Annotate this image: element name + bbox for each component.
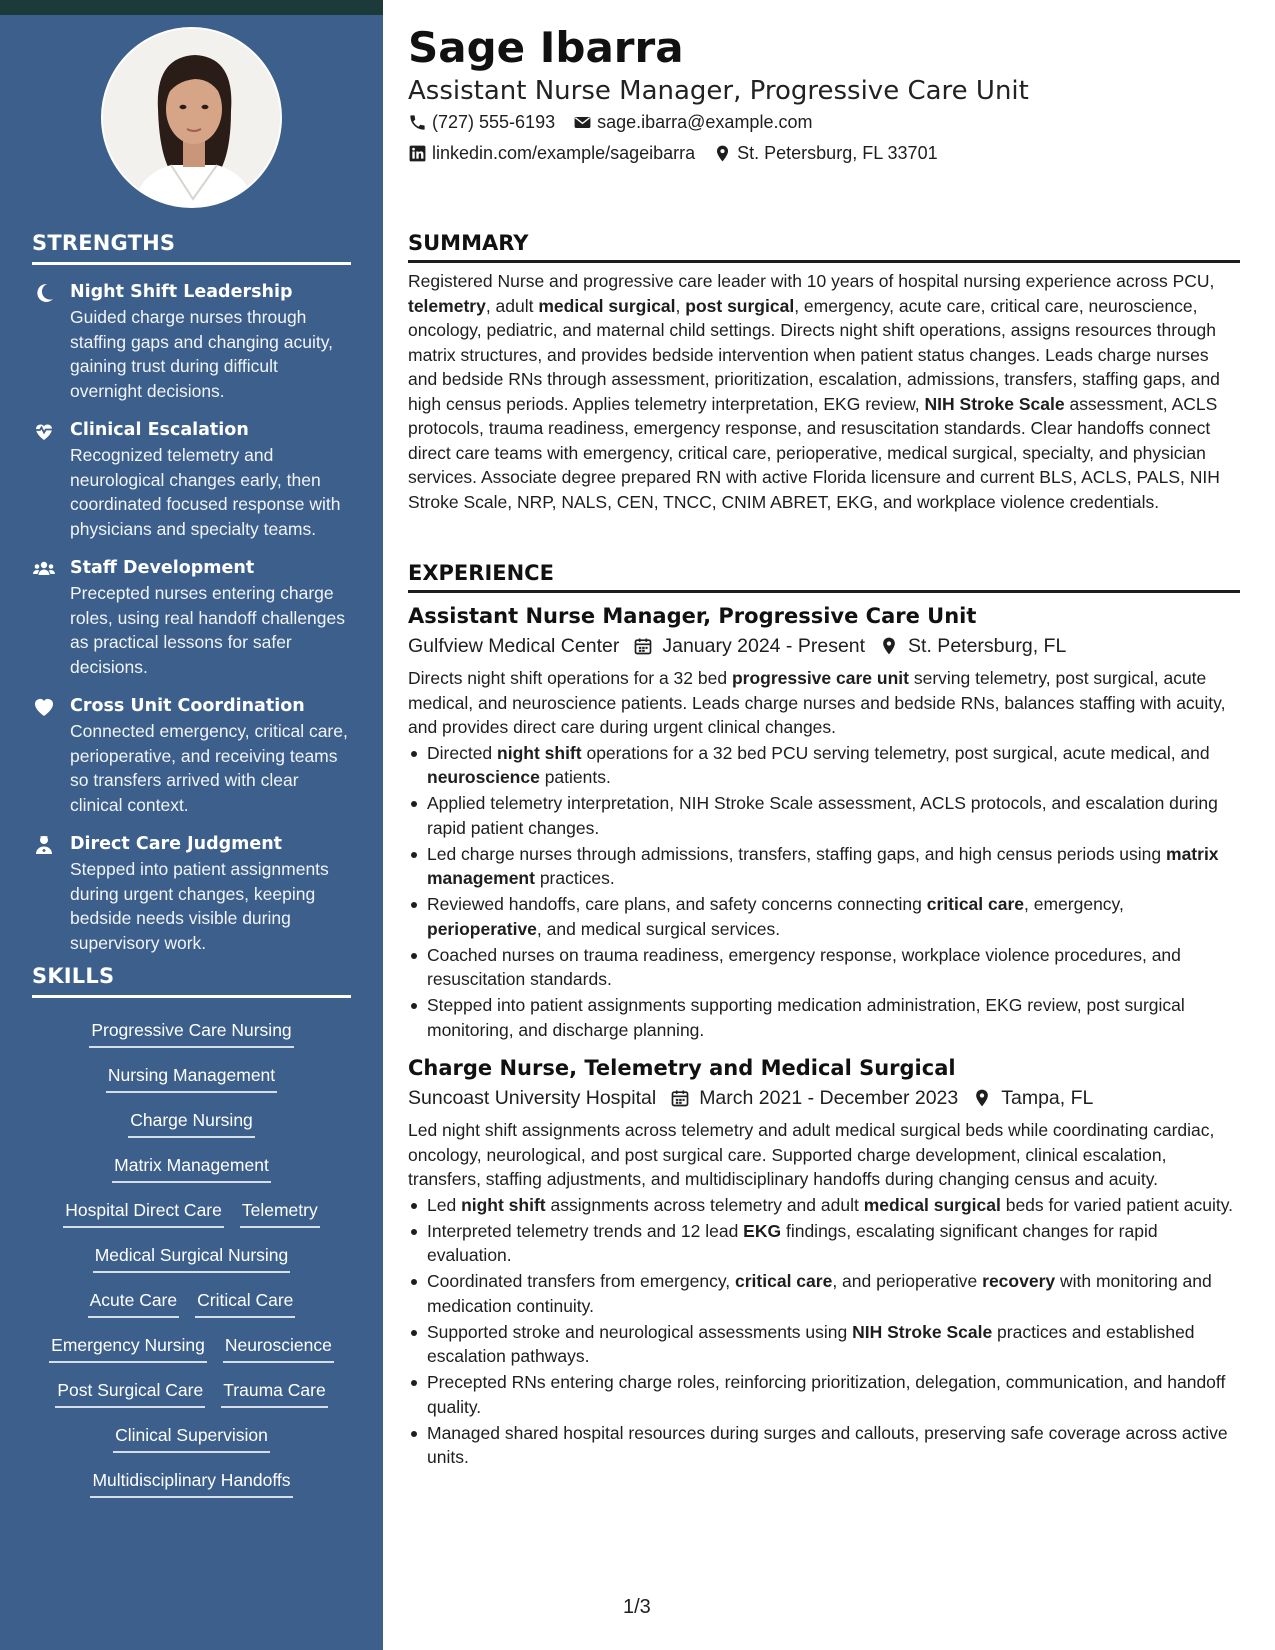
contact-row-2 [408, 143, 956, 164]
job-bullet [408, 1269, 1240, 1318]
job-entry [408, 602, 1240, 1042]
skills-list [32, 1010, 351, 1505]
text-run: practices. [534, 868, 615, 888]
job-title: Charge Nurse, Telemetry and Medical Surgical [408, 1056, 956, 1080]
strength-title: Direct Care Judgment [70, 834, 283, 854]
text-run: , adult [485, 295, 539, 316]
linkedin-item[interactable] [408, 143, 695, 164]
text-run: , emergency, acute care, critical care, neuroscience, oncology, pediatric, and maternal child settings. Directs night shift operations, assigns resources through matrix structures, and provides bedside intervention when patient status changes. Leads charge nurses and bedside RNs through assessment, prioritization, escalation, admissions, transfers, staffing gaps, and high census periods. Applies telemetry interpretation, EKG review, [408, 295, 1220, 414]
text-run: assessment, ACLS protocols, trauma readiness, emergency response, and resuscitation standards. Clear handoffs connect direct care teams with emergency, critical care, perioperative, medical surgical, specialty, and physician services. Associate degree prepared RN with active Florida licensure and current BLS, ACLS, PALS, NIH Stroke Scale, NRP, NALS, CEN, TNCC, CNIM ABRET, EKG, and workplace violence credentials. [408, 393, 1220, 512]
job-dates [633, 632, 865, 660]
job-location-text: St. Petersburg, FL [908, 635, 1067, 657]
bold-keyword: NIH Stroke Scale [924, 393, 1065, 414]
text-run: Coached nurses on trauma readiness, emergency response, workplace violence procedures, and resuscitation standards. [427, 944, 1181, 989]
job-bullet [408, 1193, 1240, 1218]
text-run: beds for varied patient acuity. [1000, 1194, 1234, 1215]
bold-keyword: medical surgical [538, 295, 676, 316]
phone-number: (727) 555-6193 [432, 112, 556, 132]
skills-row [32, 1415, 351, 1460]
skills-row [32, 1280, 351, 1325]
job-summary [408, 1118, 1240, 1192]
summary-section [408, 231, 1240, 514]
heart-pulse-icon [32, 419, 56, 443]
linkedin-icon [408, 144, 427, 163]
job-meta [408, 632, 1240, 660]
strength-title: Staff Development [70, 558, 255, 578]
job-entry [408, 1054, 1240, 1470]
skills-row [32, 1325, 351, 1370]
text-run: Coordinated transfers from emergency, [427, 1271, 736, 1291]
job-bullet [408, 741, 1240, 790]
strength-title: Cross Unit Coordination [70, 696, 305, 716]
bold-keyword: NIH Stroke Scale [852, 1321, 993, 1342]
job-location [879, 632, 1066, 660]
moon-icon [32, 281, 56, 305]
text-run: Reviewed handoffs, care plans, and safety concerns connecting [427, 894, 927, 914]
linkedin-url[interactable]: linkedin.com/example/sageibarra [432, 143, 696, 163]
bold-keyword: night shift [461, 1194, 546, 1215]
summary-text [408, 269, 1240, 514]
job-title: Assistant Nurse Manager, Progressive Care Unit [408, 604, 977, 628]
text-run: Led night shift assignments across telemetry and adult medical surgical beds while coordinating cardiac, oncology, neurological, and post surgical care. Supported charge development, clinical escalation, transfers, staffing adjustments, and multidisciplinary handoffs during changing census and acuity. [408, 1120, 1215, 1189]
contact-row-1 [408, 112, 830, 133]
strength-title: Clinical Escalation [70, 420, 249, 440]
job-dates-text: March 2021 - December 2023 [699, 1087, 959, 1109]
email-address[interactable]: sage.ibarra@example.com [597, 112, 813, 132]
strengths-section [32, 231, 351, 955]
text-run: , emergency, [1024, 894, 1124, 914]
bold-keyword: neuroscience [427, 767, 540, 787]
text-run: patients. [539, 767, 611, 787]
job-meta [408, 1084, 1240, 1112]
page-number: 1/3 [623, 1596, 651, 1618]
skill-tag: Telemetry [240, 1195, 320, 1228]
skill-tag: Clinical Supervision [113, 1420, 270, 1453]
bold-keyword: post surgical [685, 295, 795, 316]
skills-heading: SKILLS [32, 964, 351, 998]
skill-tag: Trauma Care [221, 1375, 327, 1408]
skills-row [32, 1190, 351, 1235]
bold-keyword: critical care [735, 1271, 833, 1291]
calendar-icon [633, 636, 653, 656]
text-run: Registered Nurse and progressive care leader with 10 years of hospital nursing experience across PCU, [408, 271, 1215, 291]
text-run: , and medical surgical services. [536, 918, 781, 939]
main-top-bar [383, 0, 1275, 15]
strength-description: Stepped into patient assignments during urgent changes, keeping bedside needs visible during supervisory work. [70, 859, 329, 953]
strengths-list [32, 280, 351, 955]
text-run: , and perioperative [832, 1271, 983, 1291]
text-run: , [675, 295, 686, 316]
bold-keyword: progressive care unit [731, 668, 909, 688]
map-pin-icon [879, 636, 899, 656]
heart-icon [32, 695, 56, 719]
skill-tag: Critical Care [195, 1285, 295, 1318]
job-bullet [408, 842, 1240, 891]
skill-tag: Neuroscience [223, 1330, 334, 1363]
job-bullets [408, 1193, 1240, 1470]
bold-keyword: telemetry [408, 295, 486, 316]
sidebar-top-bar [0, 0, 383, 15]
text-run: Managed shared hospital resources during surges and callouts, preserving safe coverage across active units. [427, 1422, 1228, 1467]
text-run: Directed [427, 742, 498, 763]
nurse-icon [32, 833, 56, 857]
summary-heading: SUMMARY [408, 231, 1240, 263]
skill-tag: Acute Care [88, 1285, 180, 1318]
candidate-name: Sage Ibarra [408, 23, 684, 72]
bold-keyword: critical care [926, 894, 1025, 914]
phone-icon [408, 113, 427, 132]
strength-item [32, 556, 351, 679]
skills-row [32, 1235, 351, 1280]
job-bullet [408, 1370, 1240, 1419]
skill-tag: Matrix Management [112, 1150, 271, 1183]
text-run: Directs night shift operations for a 32 bed [408, 668, 732, 688]
job-summary [408, 666, 1240, 740]
skills-row [32, 1145, 351, 1190]
envelope-icon [573, 113, 592, 132]
skill-tag: Nursing Management [106, 1060, 277, 1093]
text-run: operations for a 32 bed PCU serving telemetry, post surgical, acute medical, and [581, 742, 1210, 763]
job-bullet [408, 791, 1240, 840]
text-run: Supported stroke and neurological assessments using [427, 1321, 853, 1342]
strengths-heading: STRENGTHS [32, 231, 351, 265]
strength-item [32, 832, 351, 955]
email-item[interactable] [573, 112, 812, 133]
jobs-list [408, 602, 1240, 1470]
bold-keyword: recovery [982, 1271, 1056, 1291]
skill-tag: Multidisciplinary Handoffs [90, 1465, 292, 1498]
map-pin-icon [972, 1088, 992, 1108]
job-location-text: Tampa, FL [1001, 1087, 1094, 1109]
phone-item [408, 112, 555, 133]
text-run: practices and established escalation pathways. [427, 1321, 1195, 1366]
strength-item [32, 694, 351, 817]
text-run: Led charge nurses through admissions, transfers, staffing gaps, and high census periods using [427, 843, 1167, 864]
bold-keyword: EKG [743, 1220, 782, 1241]
job-employer: Gulfview Medical Center [408, 635, 620, 657]
job-bullet [408, 1421, 1240, 1470]
skill-tag: Post Surgical Care [55, 1375, 205, 1408]
job-location [972, 1084, 1093, 1112]
portrait-illustration [103, 29, 282, 208]
job-bullet [408, 1219, 1240, 1268]
location-text: St. Petersburg, FL 33701 [737, 143, 938, 163]
job-employer: Suncoast University Hospital [408, 1087, 657, 1109]
strength-description: Precepted nurses entering charge roles, using real handoff challenges as practical lessons for safer decisions. [70, 583, 346, 677]
skill-tag: Progressive Care Nursing [89, 1015, 293, 1048]
bold-keyword: medical surgical [863, 1194, 1001, 1215]
text-run: assignments across telemetry and adult [545, 1194, 864, 1215]
experience-heading: EXPERIENCE [408, 561, 1240, 593]
skills-row [32, 1055, 351, 1100]
bold-keyword: matrix management [427, 843, 1219, 888]
skills-row [32, 1370, 351, 1415]
candidate-headline: Assistant Nurse Manager, Progressive Care Unit [408, 76, 1029, 106]
job-dates [670, 1084, 958, 1112]
job-bullet [408, 892, 1240, 941]
text-run: Precepted RNs entering charge roles, reinforcing prioritization, delegation, communication, and handoff quality. [427, 1372, 1226, 1417]
strength-title: Night Shift Leadership [70, 282, 293, 302]
skill-tag: Charge Nursing [128, 1105, 255, 1138]
skill-tag: Hospital Direct Care [63, 1195, 224, 1228]
skills-row [32, 1460, 351, 1505]
skills-section [32, 964, 351, 1505]
job-dates-text: January 2024 - Present [662, 635, 866, 657]
text-run: serving telemetry, post surgical, acute medical, and neuroscience patients. Leads charge nurses and bedside RNs, balances staffing with acuity, and provides direct care during urgent clinical changes. [408, 668, 1226, 737]
bold-keyword: night shift [497, 742, 582, 763]
skills-row [32, 1010, 351, 1055]
experience-section [408, 561, 1240, 1471]
text-run: Led [427, 1194, 462, 1215]
job-bullets [408, 741, 1240, 1043]
job-bullet [408, 993, 1240, 1042]
location-item [713, 143, 937, 164]
text-run: Stepped into patient assignments supporting medication administration, EKG review, post surgical monitoring, and discharge planning. [427, 995, 1185, 1040]
text-run: Interpreted telemetry trends and 12 lead [427, 1220, 744, 1241]
text-run: Applied telemetry interpretation, NIH Stroke Scale assessment, ACLS protocols, and escalation during rapid patient changes. [427, 793, 1218, 838]
strength-item [32, 418, 351, 541]
strength-description: Recognized telemetry and neurological changes early, then coordinated focused response with physicians and specialty teams. [70, 445, 341, 539]
skill-tag: Medical Surgical Nursing [93, 1240, 291, 1273]
skill-tag: Emergency Nursing [49, 1330, 207, 1363]
strength-description: Connected emergency, critical care, perioperative, and receiving teams so transfers arrived with clear clinical context. [70, 721, 348, 815]
text-run: with monitoring and medication continuity. [427, 1271, 1212, 1316]
job-bullet [408, 943, 1240, 992]
profile-photo [101, 27, 282, 208]
text-run: findings, escalating significant changes for rapid evaluation. [427, 1220, 1158, 1265]
bold-keyword: perioperative [427, 918, 537, 939]
job-bullet [408, 1320, 1240, 1369]
calendar-icon [670, 1088, 690, 1108]
map-pin-icon [713, 144, 732, 163]
users-icon [32, 557, 56, 581]
skills-row [32, 1100, 351, 1145]
strength-item [32, 280, 351, 403]
strength-description: Guided charge nurses through staffing gaps and changing acuity, gaining trust during difficult overnight decisions. [70, 307, 334, 401]
